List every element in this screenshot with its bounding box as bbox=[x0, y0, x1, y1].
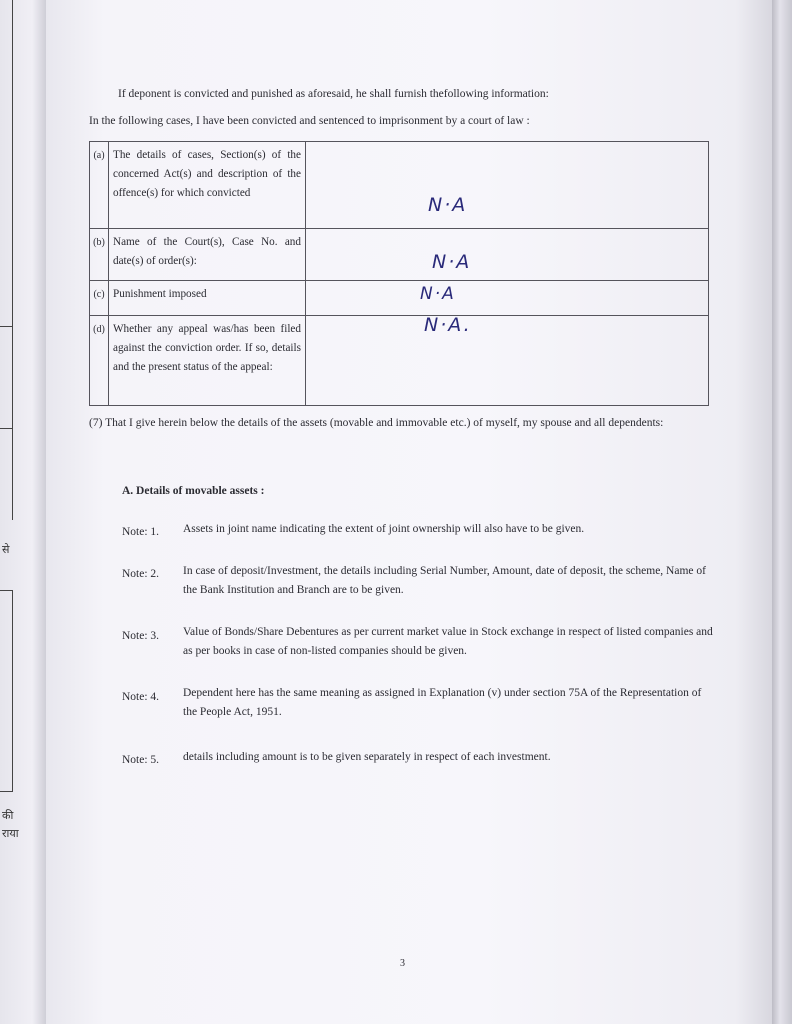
note-text: Dependent here has the same meaning as assigned in Explanation (v) under section 75A of the Representation of the People Act, 1951. bbox=[183, 687, 702, 718]
facing-page-rule bbox=[0, 428, 12, 429]
handwritten-answer: N·A bbox=[432, 251, 472, 273]
row-description: Punishment imposed bbox=[109, 281, 306, 316]
facing-page-box bbox=[0, 590, 13, 792]
row-answer-cell bbox=[306, 281, 709, 316]
facing-page-rule bbox=[12, 0, 13, 520]
row-description: Name of the Court(s), Case No. and date(s) of order(s): bbox=[109, 229, 306, 281]
row-answer-cell bbox=[306, 316, 709, 406]
handwritten-answer: N·A bbox=[428, 194, 468, 216]
facing-page-fragment: की bbox=[2, 809, 14, 822]
note-label: Note: 4. bbox=[122, 691, 160, 703]
row-label: (d) bbox=[90, 316, 109, 406]
note-label: Note: 1. bbox=[122, 526, 160, 538]
table-row bbox=[90, 316, 709, 406]
row-description: The details of cases, Section(s) of the concerned Act(s) and description of the offence(s) for which convicted bbox=[109, 142, 306, 229]
note-text: In case of deposit/Investment, the details including Serial Number, Amount, date of deposit, the scheme, Name of the Bank Institution and Branch are to be given. bbox=[183, 565, 706, 596]
note-text: details including amount is to be given separately in respect of each investment. bbox=[183, 751, 551, 763]
handwritten-answer: N·A bbox=[420, 284, 456, 304]
note-label: Note: 5. bbox=[122, 754, 160, 766]
note-label: Note: 2. bbox=[122, 568, 160, 580]
intro-line-1: If deponent is convicted and punished as aforesaid, he shall furnish thefollowing information: bbox=[118, 88, 549, 100]
page-binding-edge bbox=[772, 0, 792, 1024]
note-text: Assets in joint name indicating the extent of joint ownership will also have to be given. bbox=[183, 523, 585, 535]
table-row bbox=[90, 142, 709, 229]
row-label: (b) bbox=[90, 229, 109, 281]
conviction-table bbox=[89, 141, 709, 406]
facing-page-rule bbox=[0, 326, 12, 327]
note-text: Value of Bonds/Share Debentures as per current market value in Stock exchange in respect of listed companies and as per books in case of non-listed companies should be given. bbox=[183, 626, 713, 657]
page-number: 3 bbox=[400, 958, 405, 969]
intro-line-2: In the following cases, I have been convicted and sentenced to imprisonment by a court of law : bbox=[89, 115, 530, 127]
note-label: Note: 3. bbox=[122, 630, 160, 642]
facing-page-fragment: राया bbox=[2, 827, 19, 840]
row-description: Whether any appeal was/has been filed against the conviction order. If so, details and the present status of the appeal: bbox=[109, 316, 306, 406]
row-answer-cell bbox=[306, 142, 709, 229]
table-row bbox=[90, 281, 709, 316]
row-answer-cell bbox=[306, 229, 709, 281]
movable-assets-heading: A. Details of movable assets : bbox=[122, 485, 265, 497]
document-page bbox=[46, 0, 772, 1024]
handwritten-answer: N·A. bbox=[424, 314, 472, 336]
row-label: (a) bbox=[90, 142, 109, 229]
facing-page-fragment: से bbox=[2, 543, 10, 556]
section-7-text: (7) That I give herein below the details of the assets (movable and immovable etc.) of myself, my spouse and all dependents: bbox=[89, 417, 664, 429]
row-label: (c) bbox=[90, 281, 109, 316]
table-row bbox=[90, 229, 709, 281]
facing-page-edge bbox=[0, 0, 47, 1024]
